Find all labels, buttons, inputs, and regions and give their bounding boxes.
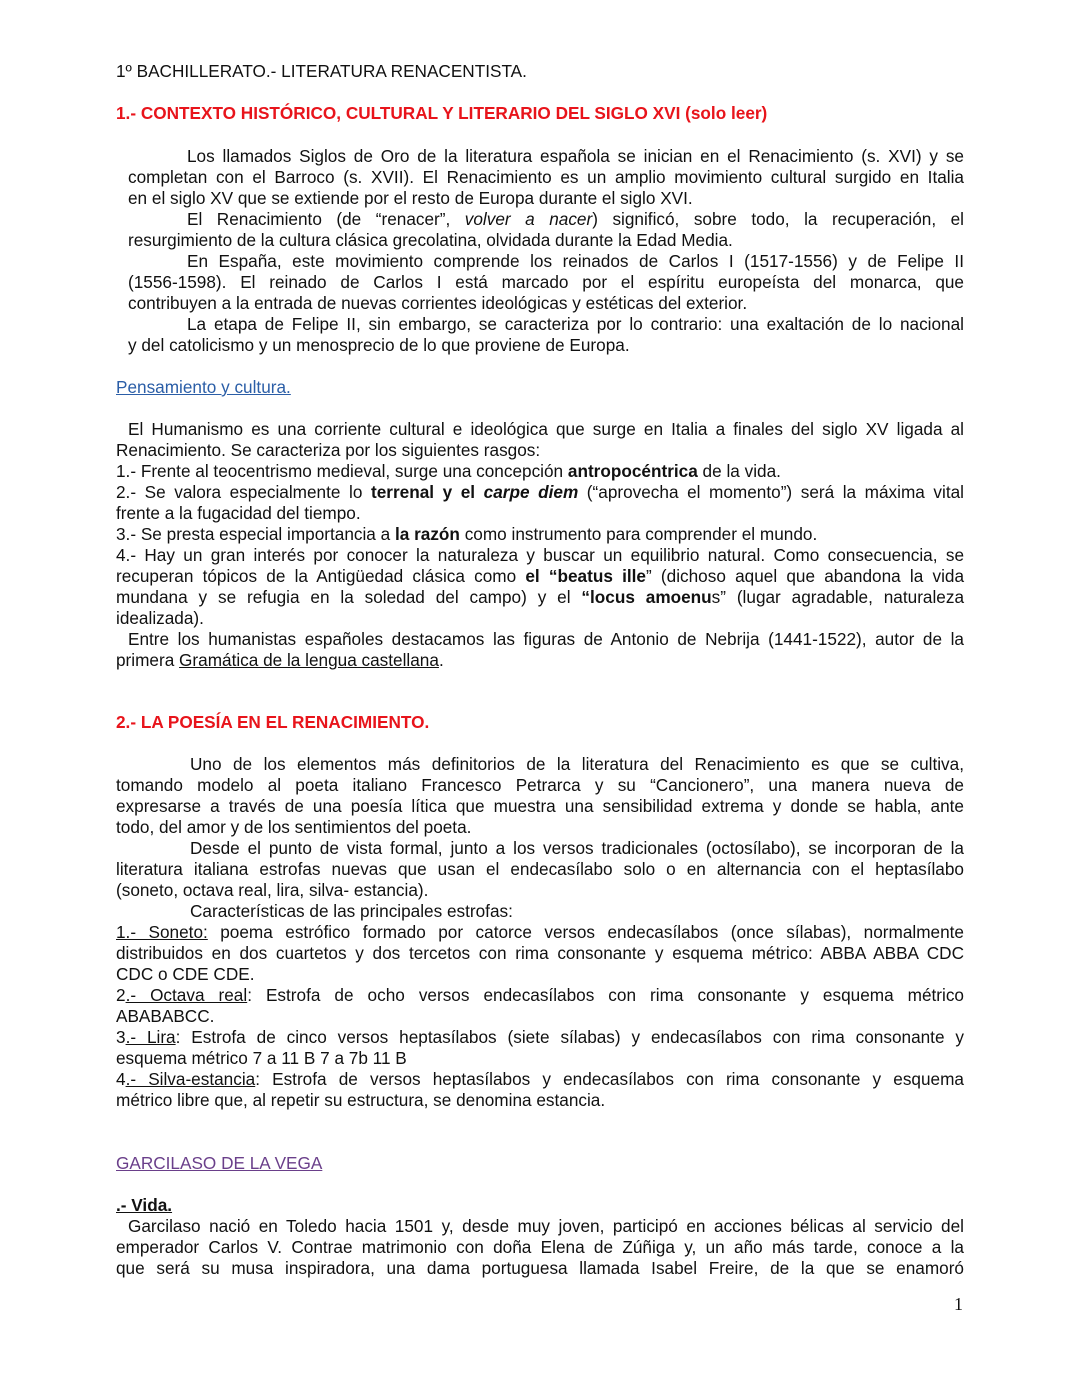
- vida-line3: que será su musa inspiradora, una dama portuguesa llamada Isabel Freire, de la que se enamoró: [116, 1258, 964, 1278]
- s1-p4-line1: La etapa de Felipe II, sin embargo, se caracteriza por lo contrario: una exaltación de lo nacional: [187, 314, 964, 334]
- rasgo-4-line2: recuperan tópicos de la Antigüedad clásica como el “beatus ille” (dichoso aquel que abandona la vida: [116, 566, 965, 586]
- estrofa-lira-line2: esquema métrico 7 a 11 B 7 a 7b 11 B: [116, 1048, 407, 1068]
- humanismo-line2: Renacimiento. Se caracteriza por los siguientes rasgos:: [116, 440, 541, 460]
- estrofa-silva-line1: 4.- Silva-estancia: Estrofa de versos heptasílabos y endecasílabos con rima consonante y esquema: [116, 1069, 964, 1089]
- section-1-title: 1.- CONTEXTO HISTÓRICO, CULTURAL Y LITERARIO DEL SIGLO XVI (solo leer): [116, 103, 768, 123]
- estrofa-lira-line1: 3.- Lira: Estrofa de cinco versos heptasílabos (siete sílabas) y endecasílabos con rima consonante y: [116, 1027, 965, 1047]
- document-header: 1º BACHILLERATO.- LITERATURA RENACENTISTA.: [116, 61, 527, 81]
- s1-p3-line1: En España, este movimiento comprende los reinados de Carlos I (1517-1556) y de Felipe II: [187, 251, 964, 271]
- s1-p3-line3: contribuyen a la entrada de nuevas corrientes ideológicas y estéticas del exterior.: [128, 293, 748, 313]
- estrofa-soneto-line3: CDC o CDE CDE.: [116, 964, 255, 984]
- gramatica-title: Gramática de la lengua castellana: [179, 650, 439, 670]
- rasgo-2-line2: frente a la fugacidad del tiempo.: [116, 503, 361, 523]
- pensamiento-heading: Pensamiento y cultura.: [116, 377, 291, 397]
- garcilaso-heading: GARCILASO DE LA VEGA: [116, 1153, 323, 1173]
- estrofa-octava-line2: ABABABCC.: [116, 1006, 215, 1026]
- s2-p2-line2: literatura italiana estrofas nuevas que usan el endecasílabo solo o en alternancia con el heptasílabo: [116, 859, 964, 879]
- s1-p2-line2: resurgimiento de la cultura clásica grecolatina, olvidada durante la Edad Media.: [128, 230, 733, 250]
- rasgo-1: 1.- Frente al teocentrismo medieval, surge una concepción antropocéntrica de la vida.: [116, 461, 781, 481]
- estrofa-soneto-line2: distribuidos en dos cuartetos y dos tercetos con rima consonante y esquema métrico: ABBA ABBA CDC: [116, 943, 964, 963]
- vida-line1: Garcilaso nació en Toledo hacia 1501 y, desde muy joven, participó en acciones bélicas al servicio del: [128, 1216, 964, 1236]
- s1-p4-line2: y del catolicismo y un menosprecio de lo que proviene de Europa.: [128, 335, 630, 355]
- rasgo-2-line1: 2.- Se valora especialmente lo terrenal y el carpe diem (“aprovecha el momento”) será la máxima vital: [116, 482, 964, 502]
- s2-p3: Características de las principales estrofas:: [190, 901, 513, 921]
- section-2-title: 2.- LA POESÍA EN EL RENACIMIENTO.: [116, 712, 430, 732]
- s1-p1-line2: completan con el Barroco (s. XVII). El Renacimiento es un amplio movimiento cultural surgido en Italia: [128, 167, 964, 187]
- vida-line2: emperador Carlos V. Contrae matrimonio con doña Elena de Zúñiga y, un año más tarde, conoce a la: [116, 1237, 964, 1257]
- s2-p2-line3: (soneto, octava real, lira, silva- estancia).: [116, 880, 429, 900]
- rasgo-3: 3.- Se presta especial importancia a la razón como instrumento para comprender el mundo.: [116, 524, 818, 544]
- page-number: 1: [954, 1294, 963, 1314]
- humanistas-line1: Entre los humanistas españoles destacamos las figuras de Antonio de Nebrija (1441-1522), autor de la: [128, 629, 964, 649]
- humanismo-line1: El Humanismo es una corriente cultural e ideológica que surge en Italia a finales del siglo XV ligada al: [128, 419, 964, 439]
- rasgo-4-line3: mundana y se refugia en la soledad del campo) y el “locus amoenus” (lugar agradable, naturaleza: [116, 587, 965, 607]
- estrofa-soneto-line1: 1.- Soneto: poema estrófico formado por catorce versos endecasílabos (once sílabas), normalmente: [116, 922, 964, 942]
- s1-p1-line3: en el siglo XV que se extiende por el resto de Europa durante el siglo XVI.: [128, 188, 693, 208]
- s2-p1-line1: Uno de los elementos más definitorios de la literatura del Renacimiento es que se cultiva,: [190, 754, 964, 774]
- s2-p1-line4: todo, del amor y de los sentimientos del poeta.: [116, 817, 472, 837]
- s1-p2-line1: El Renacimiento (de “renacer”, volver a nacer) significó, sobre todo, la recuperación, el: [187, 209, 964, 229]
- s1-p1-line1: Los llamados Siglos de Oro de la literatura española se inician en el Renacimiento (s. XVI) y se: [187, 146, 964, 166]
- s1-p3-line2: (1556-1598). El reinado de Carlos I está marcado por el espíritu europeísta del monarca, que: [128, 272, 964, 292]
- estrofa-silva-line2: métrico libre que, al repetir su estructura, se denomina estancia.: [116, 1090, 606, 1110]
- s2-p2-line1: Desde el punto de vista formal, junto a los versos tradicionales (octosílabo), se incorporan de la: [190, 838, 964, 858]
- humanistas-line2: primera Gramática de la lengua castellana.: [116, 650, 444, 670]
- s2-p1-line3: expresarse a través de una poesía lítica que muestra una sensibilidad extrema y donde se habla, ante: [116, 796, 964, 816]
- estrofa-octava-line1: 2.- Octava real: Estrofa de ocho versos endecasílabos con rima consonante y esquema métrico: [116, 985, 964, 1005]
- rasgo-4-line4: idealizada).: [116, 608, 204, 628]
- rasgo-4-line1: 4.- Hay un gran interés por conocer la naturaleza y buscar un equilibrio natural. Como consecuencia, se: [116, 545, 964, 565]
- s2-p1-line2: tomando modelo al poeta italiano Francesco Petrarca y su “Cancionero”, una manera nueva de: [116, 775, 964, 795]
- vida-heading: .- Vida.: [116, 1195, 173, 1215]
